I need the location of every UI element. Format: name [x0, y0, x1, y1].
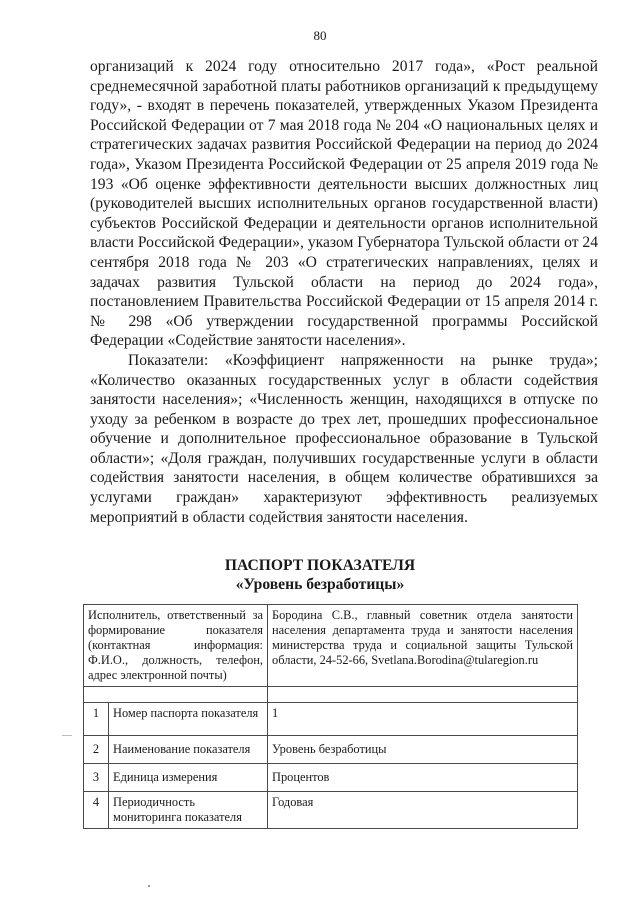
- margin-mark: [62, 735, 72, 736]
- row-value: Годовая: [268, 792, 578, 829]
- responsible-label: Исполнитель, ответственный за формирование показателя (контактная информация: Ф.И.О., должность, телефон, адрес электронной почты): [84, 605, 268, 687]
- document-body: [90, 57, 598, 527]
- row-label: Наименование показателя: [109, 736, 268, 764]
- passport-table: [83, 604, 578, 829]
- table-row: [84, 703, 578, 736]
- row-value: 1: [268, 703, 578, 736]
- row-value: Процентов: [268, 764, 578, 792]
- table-row-responsible: [84, 605, 578, 687]
- row-value: Уровень безработицы: [268, 736, 578, 764]
- row-label: Периодичность мониторинга показателя: [109, 792, 268, 829]
- scan-speck: [148, 885, 150, 887]
- passport-title: ПАСПОРТ ПОКАЗАТЕЛЯ: [224, 557, 416, 574]
- row-label: Единица измерения: [109, 764, 268, 792]
- paragraph-continuation: организаций к 2024 году относительно 2017 года», «Рост реальной среднемесячной заработной платы работников организаций к предыдущему году», - входят в перечень показателей, утвержденных Указом Президента Российской Федерации от 7 мая 2018 года № 204 «О национальных целях и стратегических задачах развития Российской Федерации на период до 2024 года», Указом Президента Российской Федерации от 25 апреля 2019 года № 193 «Об оценке эффективности деятельности высших должностных лиц (руководителей высших исполнительных органов государственной власти) субъектов Российской Федерации и деятельности органов исполнительной власти Российской Федерации», указом Губернатора Тульской области от 24 сентября 2018 года № 203 «О стратегических направлениях, целях и задачах развития Тульской области на период до 2024 года», постановлением Правительства Российской Федерации от 15 апреля 2014 г. № 298 «Об утверждении государственной программы Российской Федерации «Содействие занятости населения».: [90, 58, 598, 350]
- table-row: [84, 764, 578, 792]
- responsible-value: Бородина С.В., главный советник отдела занятости населения департамента труда и занятости населения министерства труда и социальной защиты Тульской области, 24-52-66, Svetlana.Borodina@tularegion.ru: [268, 605, 578, 687]
- page-number: 80: [313, 28, 327, 43]
- row-label: Номер паспорта показателя: [109, 703, 268, 736]
- passport-heading: [0, 556, 640, 594]
- passport-subtitle: «Уровень безработицы»: [235, 576, 405, 593]
- table-row: [84, 792, 578, 829]
- table-row: [84, 736, 578, 764]
- row-number: 2: [84, 736, 109, 764]
- row-number: 4: [84, 792, 109, 829]
- paragraph-indicators: Показатели: «Коэффициент напряженности на рынке труда»; «Количество оказанных государственных услуг в области содействия занятости населения»; «Численность женщин, находящихся в отпуске по уходу за ребенком в возрасте до трех лет, прошедших профессиональное обучение и дополнительное профессиональное образование в Тульской области»; «Доля граждан, получивших государственные услуги в области содействия занятости населения, в общем количестве обратившихся за услугами граждан» характеризуют эффективность реализуемых мероприятий в области содействия занятости населения.: [90, 351, 598, 526]
- row-number: 3: [84, 764, 109, 792]
- table-row-spacer: [84, 687, 578, 703]
- row-number: 1: [84, 703, 109, 736]
